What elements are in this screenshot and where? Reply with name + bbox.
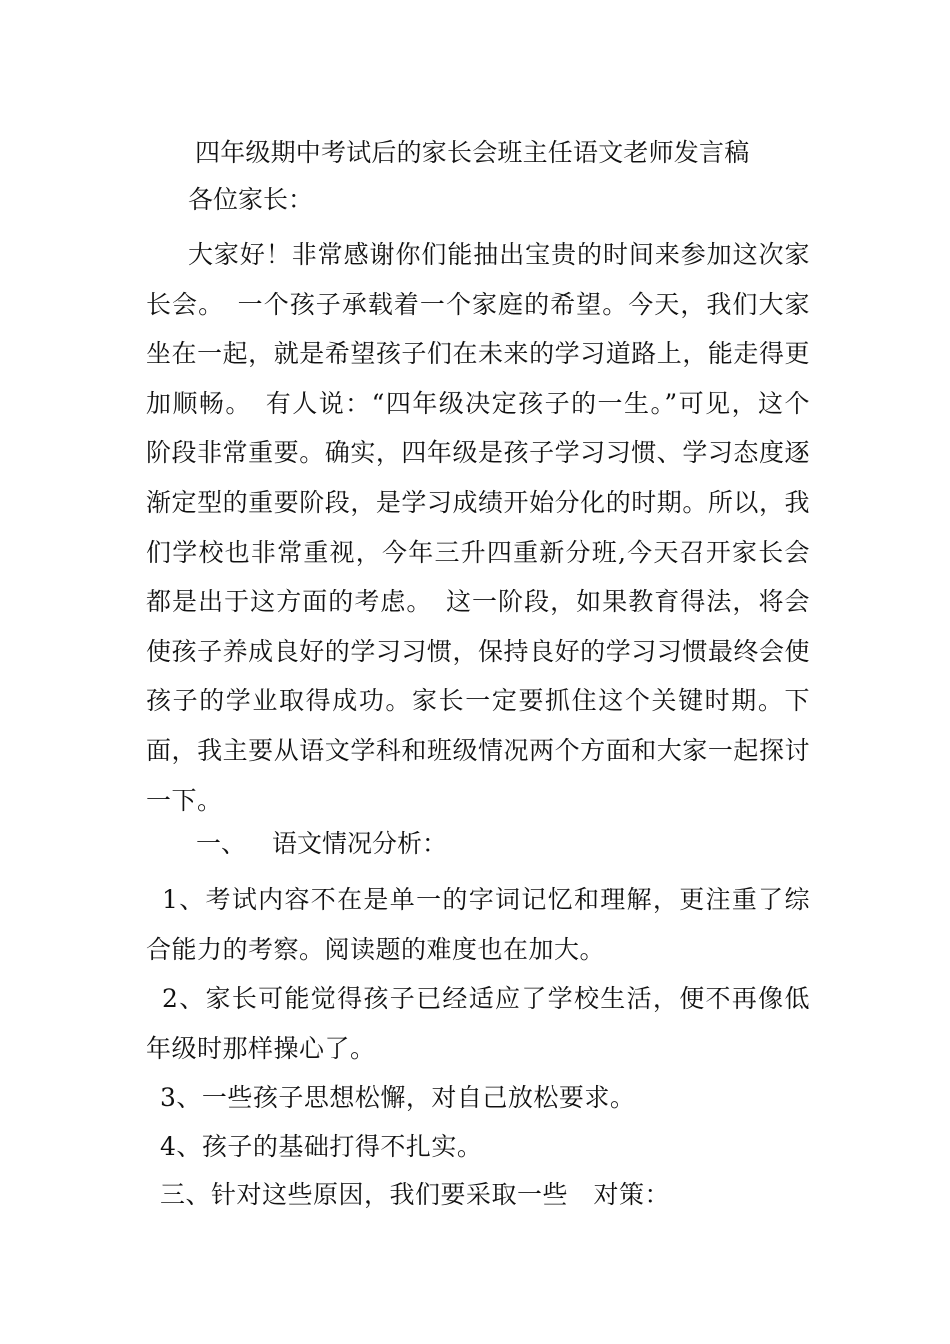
section-three-heading: 三、针对这些原因，我们要采取一些 对策： <box>160 1180 671 1209</box>
section-one-number: 一、 <box>196 829 247 858</box>
list-item: 1、考试内容不在是单一的字词记忆和理解，更注重了综合能力的考察。阅读题的难度也在加大。 <box>146 885 810 964</box>
section-one-heading <box>196 827 447 861</box>
document-title: 四年级期中考试后的家长会班主任语文老师发言稿 <box>195 138 750 167</box>
salutation: 各位家长： <box>188 185 314 214</box>
list-item: 4、孩子的基础打得不扎实。 <box>160 1132 483 1161</box>
opening-paragraph: 大家好！非常感谢你们能抽出宝贵的时间来参加这次家长会。 一个孩子承载着一个家庭的希望。今天，我们大家坐在一起，就是希望孩子们在未来的学习道路上，能走得更加顺畅。 有人说：“四年级决定孩子的一生。”可见，这个阶段非常重要。确实，四年级是孩子学习习惯、学习态度逐渐定型的重要阶段，是学习成绩开始分化的时期。所以，我们学校也非常重视，今年三升四重新分班,今天召开家长会都是出于这方面的考虑。 这一阶段，如果教育得法，将会使孩子养成良好的学习习惯，保持良好的学习习惯最终会使孩子的学业取得成功。家长一定要抓住这个关键时期。下面，我主要从语文学科和班级情况两个方面和大家一起探讨一下。 <box>146 240 810 815</box>
list-item: 3、一些孩子思想松懈，对自己放松要求。 <box>160 1083 636 1112</box>
list-item: 2、家长可能觉得孩子已经适应了学校生活，便不再像低年级时那样操心了。 <box>146 984 810 1063</box>
section-one-title: 语文情况分析： <box>272 829 448 858</box>
